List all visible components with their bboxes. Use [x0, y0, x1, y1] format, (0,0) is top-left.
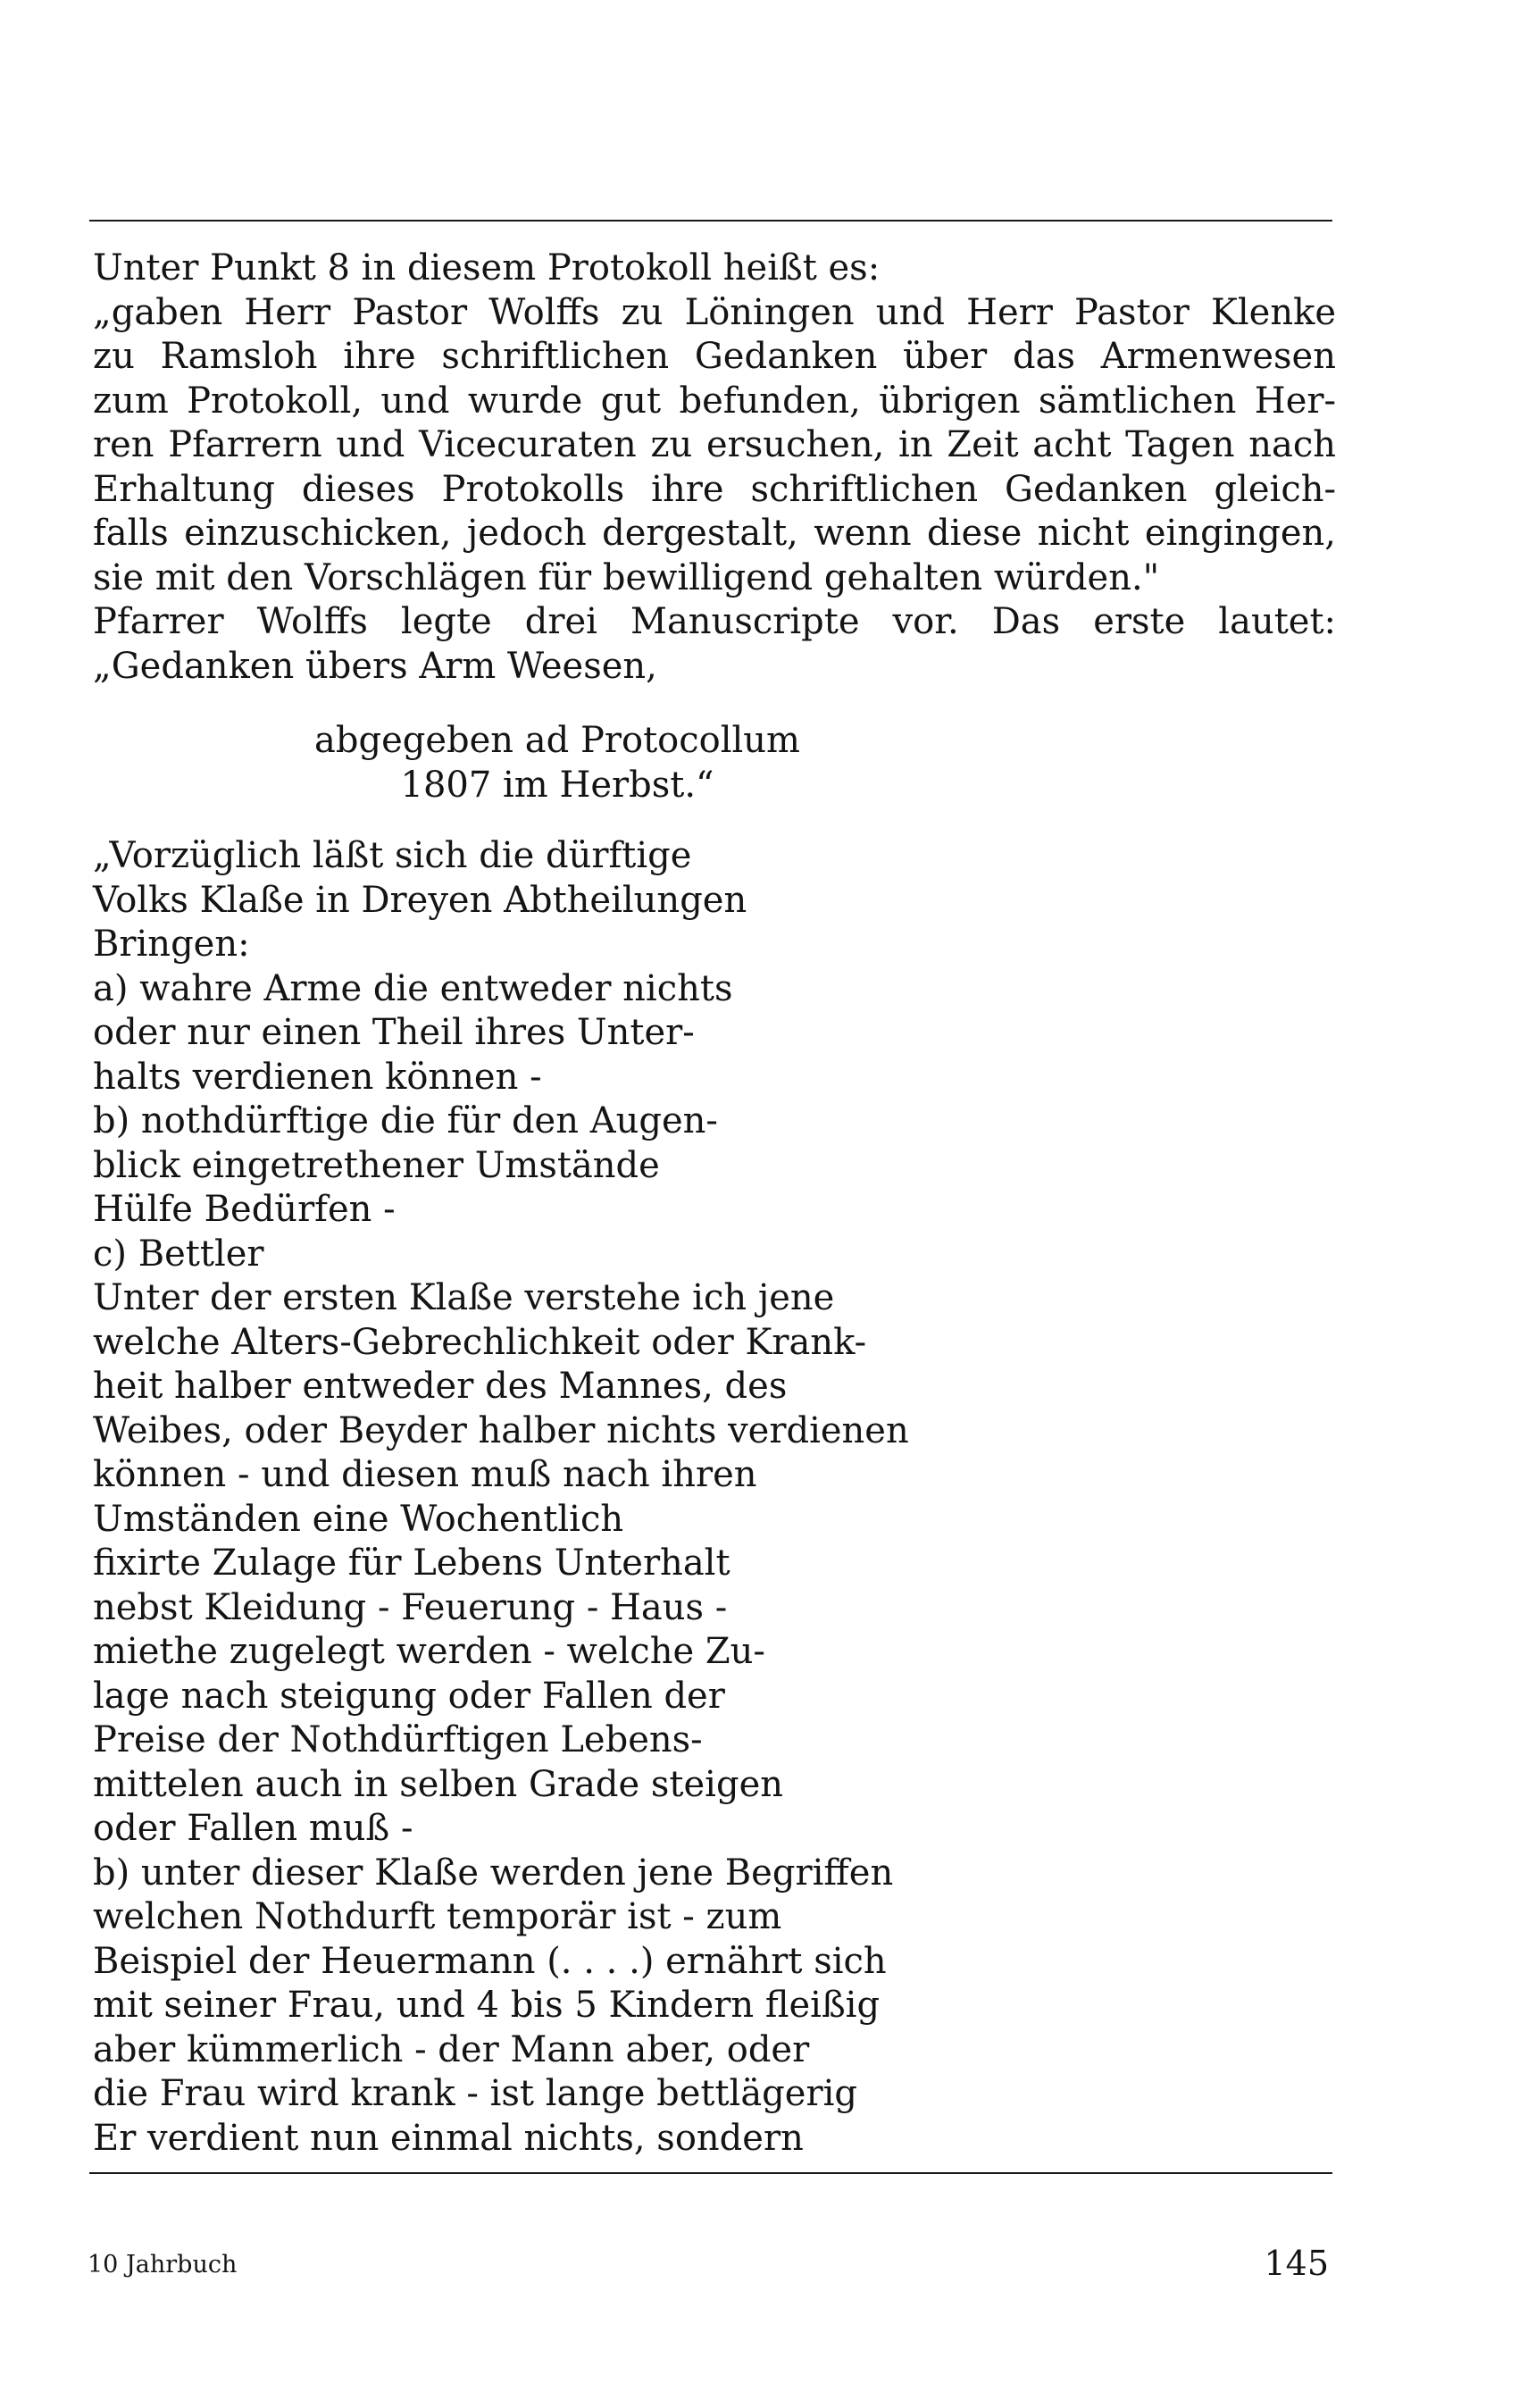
top-rule [89, 220, 1332, 222]
text-line: „gaben Herr Pastor Wolffs zu Löningen und Herr Pastor Klenke [93, 291, 1336, 333]
text-line: oder nur einen Theil ihres Unter- [93, 1012, 695, 1053]
text-line: können - und diesen muß nach ihren [93, 1454, 757, 1495]
text-line: halts verdienen können - [93, 1056, 542, 1098]
text-line: sie mit den Vorschlägen für bewilligend gehalten würden." [93, 556, 1160, 598]
text-line: Weibes, oder Beyder halber nichts verdienen [93, 1409, 909, 1451]
text-line: aber kümmerlich - der Mann aber, oder [93, 2028, 810, 2070]
text-line: Umständen eine Wochentlich [93, 1498, 624, 1540]
quoted-manuscript [93, 834, 1004, 2161]
text-line: Volks Klaße in Dreyen Abtheilungen [93, 879, 747, 921]
text-line: zum Protokoll, und wurde gut befunden, übrigen sämtlichen Her- [93, 380, 1336, 422]
text-line: blick eingetrethener Umstände [93, 1144, 660, 1186]
text-line: „Gedanken übers Arm Weesen, [93, 645, 657, 687]
text-line: b) nothdürftige die für den Augen- [93, 1100, 718, 1141]
text-line: Beispiel der Heuermann (. . . .) ernährt sich [93, 1940, 887, 1982]
text-line: Bringen: [93, 924, 250, 965]
text-line: Erhaltung dieses Protokolls ihre schriftlichen Gedanken gleich- [93, 468, 1336, 510]
text-line: fixirte Zulage für Lebens Unterhalt [93, 1543, 730, 1584]
text-line: welche Alters-Gebrechlichkeit oder Krank- [93, 1321, 867, 1363]
text-line: mittelen auch in selben Grade steigen [93, 1763, 784, 1805]
text-line: „Vorzüglich läßt sich die dürftige [93, 835, 692, 876]
text-line: die Frau wird krank - ist lange bettlägerig [93, 2073, 857, 2114]
text-line: miethe zugelegt werden - welche Zu- [93, 1631, 765, 1672]
bottom-rule [89, 2172, 1332, 2174]
text-line: Unter der ersten Klaße verstehe ich jene [93, 1277, 835, 1318]
text-line: abgegeben ad Protocollum [314, 720, 800, 761]
text-line: zu Ramsloh ihre schriftlichen Gedanken über das Armenwesen [93, 336, 1336, 377]
text-line: a) wahre Arme die entweder nichts [93, 967, 733, 1009]
footer-signature: 10 Jahrbuch [88, 2251, 238, 2278]
text-line: heit halber entweder des Mannes, des [93, 1366, 788, 1407]
text-line: Er verdient nun einmal nichts, sondern [93, 2117, 804, 2159]
text-line: falls einzuschicken, jedoch dergestalt, wenn diese nicht eingingen, [93, 513, 1336, 554]
text-line: Unter Punkt 8 in diesem Protokoll heißt es: [93, 247, 881, 288]
centered-dateline [93, 718, 1022, 807]
text-line: oder Fallen muß - [93, 1808, 413, 1849]
text-line: b) unter dieser Klaße werden jene Begriffen [93, 1852, 894, 1894]
text-line: Hülfe Bedürfen - [93, 1189, 396, 1230]
text-line: Pfarrer Wolffs legte drei Manuscripte vor. Das erste lautet: [93, 601, 1336, 642]
page-number: 145 [1264, 2244, 1329, 2283]
text-line: Preise der Nothdürftigen Lebens- [93, 1719, 703, 1760]
text-line: mit seiner Frau, und 4 bis 5 Kindern fleißig [93, 1985, 881, 2026]
intro-paragraph [93, 247, 1336, 689]
text-line: ren Pfarrern und Vicecuraten zu ersuchen, in Zeit acht Tagen nach [93, 424, 1336, 465]
text-line: welchen Nothdurft temporär ist - zum [93, 1896, 782, 1937]
text-line: c) Bettler [93, 1233, 264, 1275]
text-line: lage nach steigung oder Fallen der [93, 1675, 725, 1717]
text-line: 1807 im Herbst.“ [400, 764, 714, 806]
text-line: nebst Kleidung - Feuerung - Haus - [93, 1586, 728, 1628]
